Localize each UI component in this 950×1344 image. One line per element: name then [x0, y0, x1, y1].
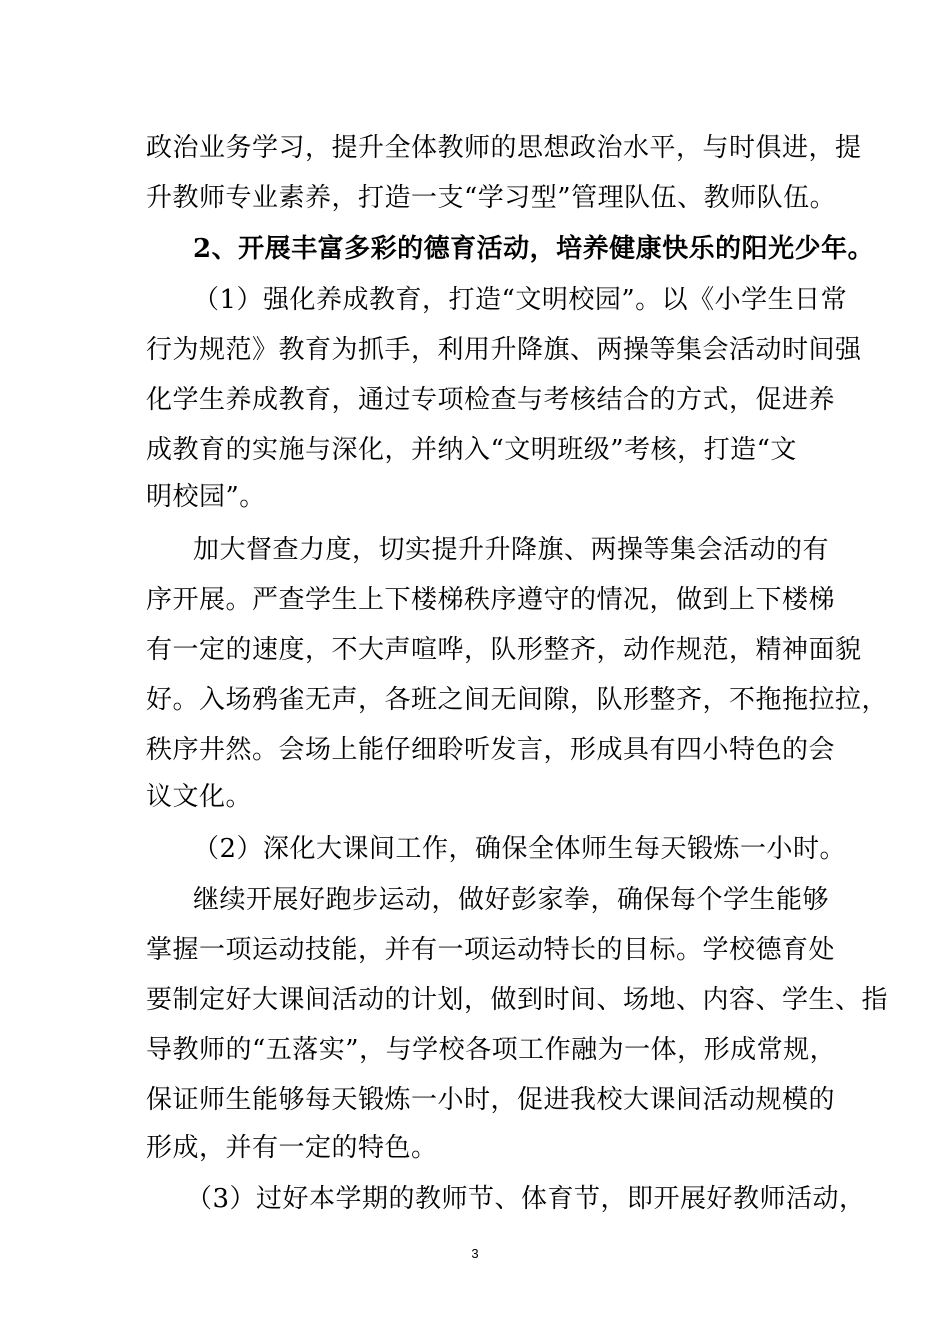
paragraph-line: 升教师专业素养，打造一支“学习型”管理队伍、教师队伍。: [146, 183, 837, 213]
paragraph-line: 好。入场鸦雀无声，各班之间无间隙，队形整齐，不拖拖拉拉，: [146, 685, 889, 715]
paragraph-line: 有一定的速度，不大声喧哗，队形整齐，动作规范，精神面貌: [146, 635, 862, 665]
paragraph-line: 加大督查力度，切实提升升降旗、两操等集会活动的有: [193, 535, 830, 565]
paragraph-line: 化学生养成教育，通过专项检查与考核结合的方式，促进养: [146, 385, 836, 415]
paragraph-line: 成教育的实施与深化，并纳入“文明班级”考核，打造“文: [146, 435, 797, 465]
paragraph-line: 序开展。严查学生上下楼梯秩序遵守的情况，做到上下楼梯: [146, 585, 836, 615]
paragraph-line: 议文化。: [146, 782, 253, 812]
paragraph-line: 保证师生能够每天锻炼一小时，促进我校大课间活动规模的: [146, 1085, 836, 1115]
paragraph-line: 导教师的“五落实”，与学校各项工作融为一体，形成常规，: [146, 1035, 837, 1065]
paragraph-line: 形成，并有一定的特色。: [146, 1133, 438, 1163]
paragraph-line: 明校园”。: [146, 482, 266, 512]
page-number: 3: [471, 1246, 479, 1261]
paragraph-line: 行为规范》教育为抓手，利用升降旗、两操等集会活动时间强: [146, 335, 862, 365]
paragraph-line: （1）强化养成教育，打造“文明校园”。以《小学生日常: [193, 285, 848, 315]
paragraph-line: （2）深化大课间工作，确保全体师生每天锻炼一小时。: [193, 834, 847, 864]
section-heading: 2、开展丰富多彩的德育活动，培养健康快乐的阳光少年。: [193, 234, 875, 264]
paragraph-line: （3）过好本学期的教师节、体育节，即开展好教师活动，: [186, 1184, 866, 1214]
paragraph-line: 掌握一项运动技能，并有一项运动特长的目标。学校德育处: [146, 935, 836, 965]
paragraph-line: 秩序井然。会场上能仔细聆听发言，形成具有四小特色的会: [146, 735, 836, 765]
paragraph-line: 继续开展好跑步运动，做好彭家拳，确保每个学生能够: [193, 885, 830, 915]
paragraph-line: 要制定好大课间活动的计划，做到时间、场地、内容、学生、指: [146, 985, 889, 1015]
paragraph-line: 政治业务学习，提升全体教师的思想政治水平，与时俱进，提: [146, 133, 862, 163]
